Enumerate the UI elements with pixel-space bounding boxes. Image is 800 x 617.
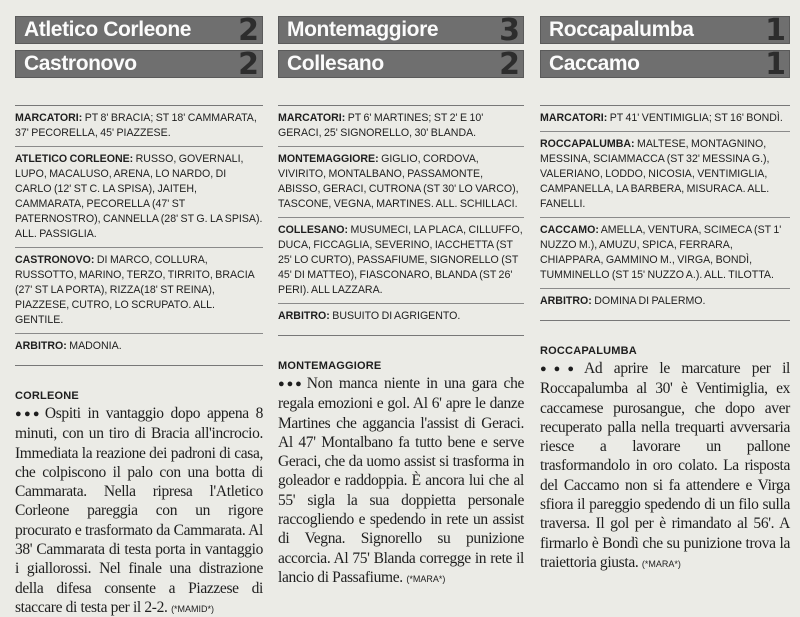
- away-team-name: Caccamo: [549, 52, 640, 75]
- scorers-text: PT 6' MARTINES; ST 2' E 10' GERACI, 25' SIGNORELLO, 30' BLANDA.: [278, 112, 484, 139]
- home-lineup-text: GIGLIO, CORDOVA, VIVIRITO, MONTALBANO, PASSAMONTE, ABISSO, GERACI, CUTRONA (ST 30' LO VARCO), TASCONE, VEGNA, MARTINES. ALL. SCHILLACI.: [278, 153, 519, 210]
- bullets-icon: ●●●: [15, 408, 42, 420]
- scorers-text: PT 8' BRACIA; ST 18' CAMMARATA, 37' PECORELLA, 45' PIAZZESE.: [15, 112, 257, 139]
- referee-text: DOMINA DI PALERMO.: [594, 295, 706, 307]
- report-heading: CORLEONE: [15, 390, 79, 402]
- home-team-bar: [278, 13, 524, 48]
- divider: [15, 84, 263, 106]
- away-team-score: 2: [238, 47, 259, 82]
- scorers: [540, 106, 790, 132]
- away-team-name: Collesano: [287, 52, 384, 75]
- scorers-label: MARCATORI:: [278, 112, 346, 124]
- match-report: [15, 404, 263, 617]
- report-text: Ad aprire le marcature per il Roccapalumba al 30' è Ventimiglia, ex caccamese purosangue, che dopo aver recuperato palla nella trequarti avversaria riesce a lavorare un pallone trasformandolo in oro colato. La risposta del Caccamo non si fa attendere e Virga sfiora il pareggio spedendo di un filo sulla traversa. Il gol per è rimandato al 56'. A firmarlo è Bondì che su punizione trova la traiettoria giusta.: [540, 360, 790, 571]
- home-lineup: [15, 147, 263, 248]
- home-team-name: Montemaggiore: [287, 18, 439, 41]
- away-team-bar: [540, 47, 790, 82]
- author-signature: (*MARA*): [641, 558, 681, 569]
- referee: [15, 334, 263, 359]
- divider: [278, 335, 524, 336]
- divider: [540, 320, 790, 321]
- away-lineup-text: MUSUMECI, LA PLACA, CILLUFFO, DUCA, FICCAGLIA, SEVERINO, IACCHETTA (ST 25' LO CURTO), PASSAFIUME, SIGNORELLO (ST 45' DI MATTEO), FIASCONARO, BLANDA (ST 26' PERI). ALL LAZZARA.: [278, 224, 523, 296]
- away-lineup-text: AMELLA, VENTURA, SCIMECA (ST 1' NUZZO M.), AMUZU, SPICA, FERRARA, CHIAPPARA, GAMMINO M., VIRGA, BONDÌ, TUMMINELLO (ST 15' NUZZO A.). ALL. TILOTTA.: [540, 224, 782, 281]
- home-team-score: 3: [499, 13, 520, 48]
- author-signature: (*MARA*): [406, 573, 446, 584]
- scoreboard: [15, 13, 263, 82]
- away-lineup-label: CASTRONOVO:: [15, 254, 95, 266]
- match-column-2: [278, 0, 524, 588]
- referee-label: ARBITRO:: [15, 340, 67, 352]
- home-team-bar: [15, 13, 263, 48]
- referee-text: BUSUITO DI AGRIGENTO.: [332, 310, 461, 322]
- scorers: [15, 106, 263, 147]
- away-team-score: 2: [499, 47, 520, 82]
- away-team-bar: [278, 47, 524, 82]
- divider: [540, 84, 790, 106]
- match-column-1: [15, 0, 264, 616]
- match-report: [540, 359, 790, 572]
- bullets-icon: ●●●: [278, 378, 304, 390]
- referee: [540, 289, 790, 314]
- away-lineup: [278, 218, 524, 304]
- bullets-icon: ●●●: [540, 363, 582, 375]
- referee-label: ARBITRO:: [540, 295, 592, 307]
- home-lineup: [540, 132, 790, 218]
- scoreboard: [540, 13, 790, 82]
- author-signature: (*MAMID*): [171, 603, 215, 614]
- away-lineup: [15, 248, 263, 334]
- home-lineup-label: MONTEMAGGIORE:: [278, 153, 379, 165]
- home-team-score: 1: [765, 13, 786, 48]
- home-team-bar: [540, 13, 790, 48]
- divider: [15, 365, 263, 366]
- home-lineup-label: ROCCAPALUMBA:: [540, 138, 635, 150]
- away-lineup-text: DI MARCO, COLLURA, RUSSOTTO, MARINO, TERZO, TIRRITO, BRACIA (27' ST LA PORTA), RIZZA(18' ST REINA), PIAZZESE, CUTRO, LO SCRUPATO. ALL. GENTILE.: [15, 254, 255, 326]
- report-heading: MONTEMAGGIORE: [278, 360, 382, 372]
- report-text: Ospiti in vantaggio dopo appena 8 minuti, con un tiro di Bracia all'incrocio. Immediata la reazione dei padroni di casa, che colpiscono il palo con una botta di Cammarata. Nella ripresa l'Atletico Corleone pareggia con un rigore procurato e trasformato da Cammarata. Al 38' Cammarata di testa porta in vantaggio i giallorossi. Nel finale una distrazione della difesa consente a Piazzese di staccare di testa per il 2-2.: [15, 405, 264, 616]
- home-lineup-label: ATLETICO CORLEONE:: [15, 153, 134, 165]
- away-team-score: 1: [765, 47, 786, 82]
- report-text: Non manca niente in una gara che regala emozioni e gol. Al 6' apre le danze Martines che aggancia l'assist di Geraci. Al 47' Montalbano fa tutto bene e serve Geraci, che da uomo assist si trasforma in goleador e raddoppia. È ancora lui che al 55' sigla la sua doppietta personale raccogliendo e spedendo in rete un assist di Vegna. Signorello su punizione accorcia. Al 75' Blanda corregge in rete il lancio di Passafiume.: [278, 375, 524, 586]
- home-lineup: [278, 147, 524, 218]
- referee-label: ARBITRO:: [278, 310, 330, 322]
- scorers-label: MARCATORI:: [15, 112, 83, 124]
- away-lineup: [540, 218, 790, 289]
- scoreboard: [278, 13, 524, 82]
- referee: [278, 304, 524, 329]
- match-column-3: [540, 0, 790, 588]
- match-report: [278, 374, 524, 587]
- referee-text: MADONIA.: [69, 340, 122, 352]
- scorers: [278, 106, 524, 147]
- scorers-text: PT 41' VENTIMIGLIA; ST 16' BONDÌ.: [609, 112, 783, 124]
- home-team-name: Atletico Corleone: [24, 18, 192, 41]
- scorers-label: MARCATORI:: [540, 112, 608, 124]
- home-lineup-text: MALTESE, MONTAGNINO, MESSINA, SCIAMMACCA (ST 32' MESSINA G.), VALERIANO, LODDO, NICOSIA, VENTIMIGLIA, CAMPANELLA, LA BARBERA, MISURACA. ALL. FANELLI.: [540, 138, 770, 210]
- report-heading: ROCCAPALUMBA: [540, 345, 637, 357]
- away-team-name: Castronovo: [24, 52, 137, 75]
- away-lineup-label: COLLESANO:: [278, 224, 349, 236]
- home-team-name: Roccapalumba: [549, 18, 694, 41]
- away-lineup-label: CACCAMO:: [540, 224, 599, 236]
- home-lineup-text: RUSSO, GOVERNALI, LUPO, MACALUSO, ARENA, LO NARDO, DI CARLO (12' ST C. LA SPISA), JAITEH, CAMMARATA, PECORELLA (47' ST PATERNOSTRO), CANNELLA (28' ST G. LA SPISA). ALL. PASSIGLIA.: [15, 153, 263, 240]
- divider: [278, 84, 524, 106]
- away-team-bar: [15, 47, 263, 82]
- home-team-score: 2: [238, 13, 259, 48]
